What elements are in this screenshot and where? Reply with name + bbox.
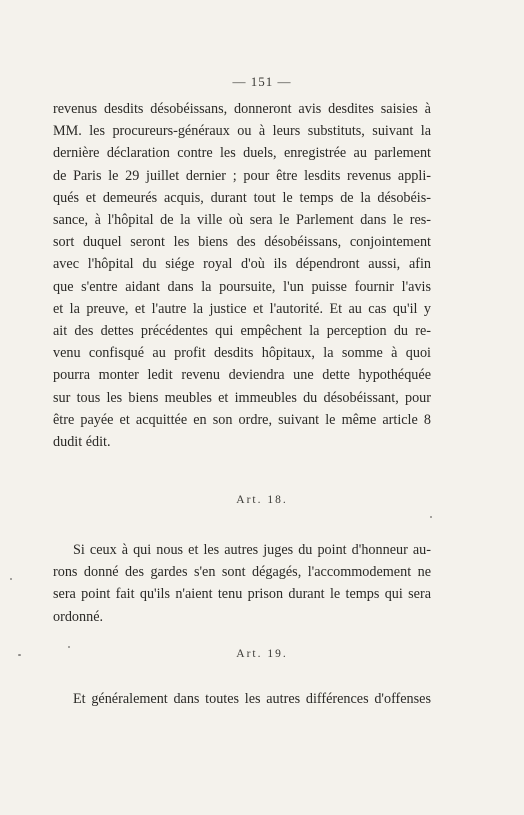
text-line: dudit édit.: [53, 434, 111, 451]
text-line: Et généralement dans toutes les autres différences d'offenses: [73, 691, 431, 707]
text-line: Si ceux à qui nous et les autres juges du point d'honneur au-: [73, 542, 431, 558]
text-line: sera point fait qu'ils n'aient tenu prison durant le temps qui sera: [53, 586, 431, 603]
article-heading-19: Art. 19.: [236, 648, 288, 660]
text-line: MM. les procureurs-généraux ou à leurs substituts, suivant la: [53, 123, 431, 140]
paper-speck: [10, 578, 12, 580]
paragraph-2: [53, 539, 431, 628]
text-line: sort duquel seront les biens des désobéissans, conjointement: [53, 234, 431, 251]
text-line: rons donné des gardes s'en sont dégagés, l'accommodement ne: [53, 564, 431, 581]
paragraph-3: [53, 688, 431, 710]
text-line: avec l'hôpital du siége royal d'où ils dépendront aussi, afin: [53, 256, 431, 273]
article-heading-18: Art. 18.: [236, 494, 288, 506]
text-line: être payée et acquittée en son ordre, suivant le même article 8: [53, 411, 431, 428]
text-line: de Paris le 29 juillet dernier ; pour être lesdits revenus appli-: [53, 167, 431, 184]
text-line: que s'entre aidant dans la poursuite, l'un puisse fournir l'avis: [53, 278, 431, 295]
text-line: sur tous les biens meubles et immeubles du désobéissant, pour: [53, 389, 431, 406]
paper-speck: [18, 654, 21, 656]
text-line: qués et demeurés acquis, durant tout le temps de la désobéis-: [53, 189, 431, 206]
text-line: ait des dettes précédentes qui empêchent la perception du re-: [53, 323, 431, 340]
page-number: — 151 —: [232, 74, 292, 89]
paper-speck: [68, 646, 70, 648]
text-line: sance, à l'hôpital de la ville où sera le Parlement dans le res-: [53, 212, 431, 229]
text-line: dernière déclaration contre les duels, enregistrée au parlement: [53, 145, 431, 162]
text-line: et la preuve, et l'autre la justice et l'autorité. Et au cas qu'il y: [53, 300, 431, 317]
text-line: ordonné.: [53, 608, 104, 625]
text-line: revenus desdits désobéissans, donneront avis desdites saisies à: [53, 101, 431, 117]
text-line: pourra monter ledit revenu deviendra une dette hypothéquée: [53, 367, 431, 384]
text-line: venu confisqué au profit desdits hôpitaux, la somme à quoi: [53, 345, 431, 362]
paper-speck: [430, 516, 432, 518]
paragraph-1: [53, 98, 431, 453]
